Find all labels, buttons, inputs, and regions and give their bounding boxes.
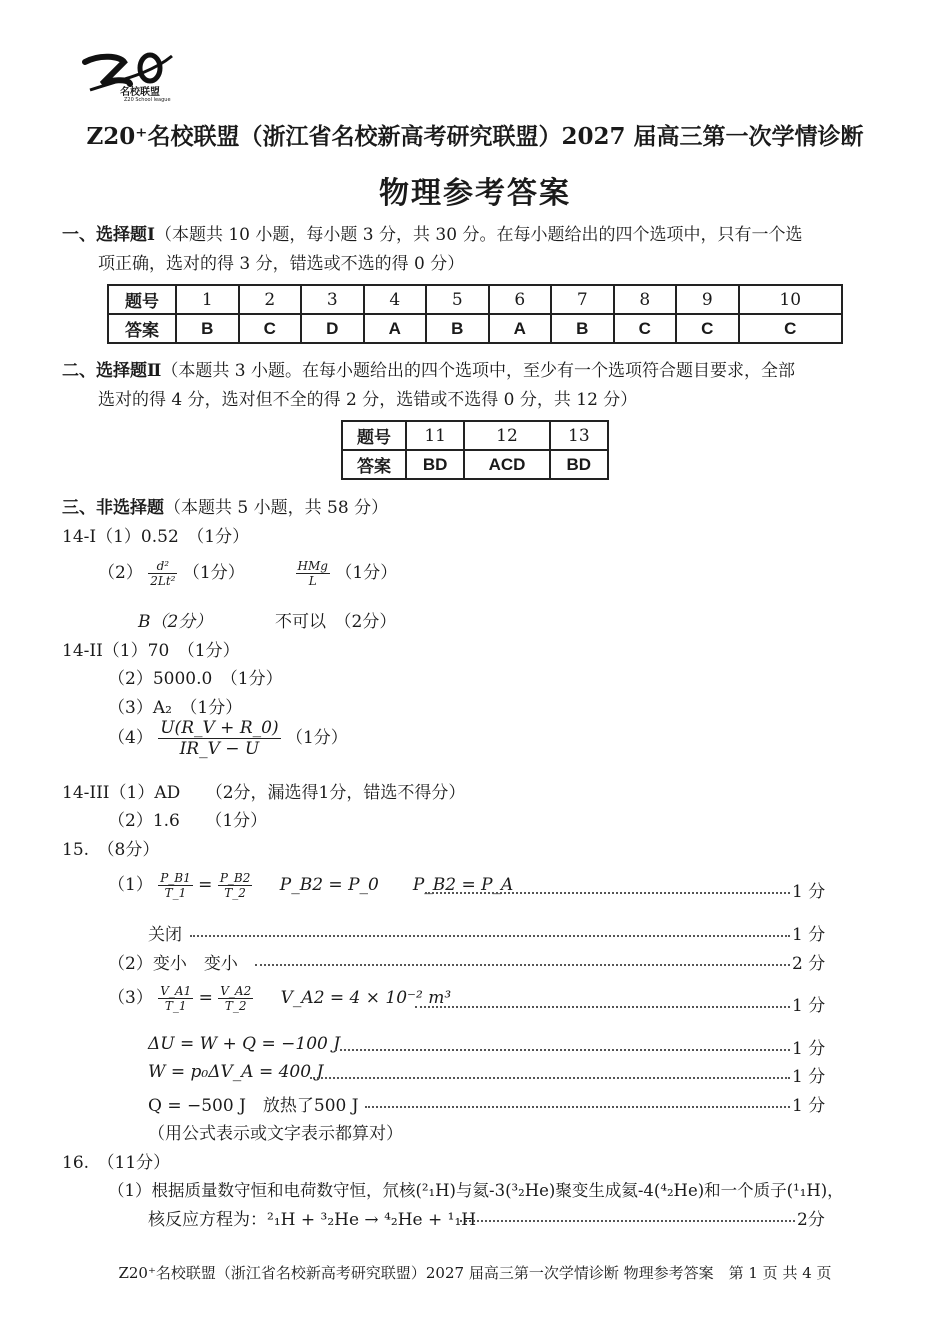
q14i-line-2 — [98, 558, 397, 588]
table-cell: 10 — [739, 285, 843, 314]
q14ii-line-4 — [108, 718, 348, 759]
leader-dots — [425, 892, 790, 894]
fraction-numerator: V_A1 — [160, 984, 192, 998]
table-cell: 4 — [364, 285, 427, 314]
q16-heading: 16. （11分） — [62, 1153, 171, 1173]
fraction-denominator: T_2 — [224, 886, 246, 900]
q15-score-7: 1 分 — [792, 1096, 826, 1116]
q15-fraction-b — [218, 871, 253, 900]
q15-fraction-c — [158, 984, 193, 1013]
q14iii-line-2: （2）1.6 （1分） — [108, 811, 268, 831]
table-cell: C — [676, 314, 739, 343]
table-row — [342, 421, 608, 450]
table-cell: 11 — [406, 421, 464, 450]
q15-row-3: （2）变小 变小 — [108, 954, 238, 974]
row-label: 题号 — [342, 421, 406, 450]
fraction-denominator: T_2 — [224, 999, 247, 1013]
q15-row-4: （3） $\frac{V\_A1}{T\_1}$ = $\frac{V\_A2}{T\_2}$ V_A2 = 4 × 10⁻² m³ — [108, 984, 452, 1013]
section-1-line-1 — [62, 220, 802, 245]
answer-table-1 — [107, 284, 843, 344]
q14ii-line-2: （2）5000.0 （1分） — [108, 669, 283, 689]
table-cell: ACD — [464, 450, 549, 479]
table-cell: B — [176, 314, 239, 343]
section-3-desc: （本题共 5 小题，共 58 分） — [164, 498, 389, 518]
table-cell: B — [551, 314, 614, 343]
q15-score-3: 2 分 — [792, 954, 826, 974]
q14ii-score: （1分） — [285, 728, 348, 748]
page-subtitle: 物理参考答案 — [379, 176, 571, 211]
q15-part-label-3: （3） — [108, 988, 153, 1008]
table-cell: 8 — [614, 285, 677, 314]
fraction-denominator: IR_V − U — [179, 739, 260, 759]
section-1-heading: 一、选择题Ⅰ — [62, 225, 155, 245]
q14iii-line-1: 14-III（1）AD （2分，漏选得1分，错选不得分） — [62, 783, 466, 803]
fraction-denominator: T_1 — [164, 886, 187, 900]
table-row — [342, 450, 608, 479]
logo-sub: Z20 School league — [124, 97, 171, 103]
table-cell: A — [489, 314, 552, 343]
table-cell: 7 — [551, 285, 614, 314]
answer-label: 答案 — [108, 314, 176, 343]
q14i-fraction-1 — [148, 559, 177, 588]
q15-fraction-d — [218, 984, 253, 1013]
table-cell: D — [301, 314, 364, 343]
leader-dots — [335, 1049, 790, 1051]
fraction-numerator: P_B2 — [219, 871, 251, 885]
table-cell: 2 — [239, 285, 302, 314]
q16-line-1: （1）根据质量数守恒和电荷数守恒，氘核(²₁H)与氦-3(³₂He)聚变生成氦-4(⁴₂He)和一个质子(¹₁H)， — [108, 1181, 844, 1200]
section-1-desc-2: 项正确，选对的得 3 分，错选或不选的得 0 分） — [98, 254, 465, 274]
q14i-fraction-2 — [296, 559, 330, 588]
q15-score-4: 1 分 — [792, 996, 826, 1016]
answer-label: 答案 — [342, 450, 406, 479]
table-row — [108, 314, 842, 343]
q15-score-2: 1 分 — [792, 925, 826, 945]
leader-dots — [460, 1220, 795, 1222]
table-cell: BD — [550, 450, 608, 479]
q15-row-2: 关闭 — [148, 925, 182, 945]
table-cell: A — [364, 314, 427, 343]
row-label: 题号 — [108, 285, 176, 314]
table-cell: 9 — [676, 285, 739, 314]
section-2-line-1 — [62, 356, 795, 381]
q14i-score-1: （1分） — [182, 563, 245, 583]
fraction-denominator: T_1 — [164, 999, 187, 1013]
leader-dots — [365, 1106, 790, 1108]
table-cell: 12 — [464, 421, 549, 450]
leader-dots — [310, 1077, 790, 1079]
q15-row-5: ΔU = W + Q = −100 J — [148, 1034, 341, 1054]
q14ii-line-1: 14-II（1）70 （1分） — [62, 641, 240, 661]
section-2-desc-1: （本题共 3 小题。在每小题给出的四个选项中，至少有一个选项符合题目要求，全部 — [161, 361, 795, 381]
q15-score-6: 1 分 — [792, 1067, 826, 1087]
q15-row-7: Q = −500 J 放热了500 J — [148, 1096, 359, 1116]
section-3-line — [62, 493, 388, 518]
table-cell: 6 — [489, 285, 552, 314]
q16-score: 2分 — [797, 1210, 825, 1230]
q14ii-part-label: （4） — [108, 728, 153, 748]
q15-row-1: （1） $\frac{P\_B1}{T\_1}$ = $\frac{P\_B2}{T\_2}$ P_B2 = P_0 P_B2 = P_A — [108, 871, 514, 900]
fraction-numerator: d² — [148, 559, 177, 574]
q15-part-label-1: （1） — [108, 875, 153, 895]
fraction-numerator: HMg — [297, 559, 328, 573]
table-cell: C — [739, 314, 843, 343]
q15-heading: 15. （8分） — [62, 840, 160, 860]
q14i-line-3b: 不可以 （2分） — [275, 612, 397, 632]
q15-fraction-a — [158, 871, 193, 900]
leader-dots — [190, 935, 790, 937]
logo-brand: 名校联盟 — [120, 87, 160, 98]
fraction-numerator: V_A2 — [220, 984, 252, 998]
q14i-line-3a: B（2分） — [138, 612, 213, 632]
page-title: Z20⁺名校联盟（浙江省名校新高考研究联盟）2027 届高三第一次学情诊断 — [86, 123, 864, 150]
section-2-heading: 二、选择题Ⅱ — [62, 361, 162, 381]
logo — [80, 50, 180, 108]
page-footer: Z20⁺名校联盟（浙江省名校新高考研究联盟）2027 届高三第一次学情诊断 物理参考答案 第 1 页 共 4 页 — [118, 1264, 832, 1282]
fraction-denominator: 2Lt² — [150, 574, 176, 588]
q14ii-fraction — [158, 718, 280, 759]
fraction-numerator: U(R_V + R_0) — [160, 718, 279, 738]
q15-score-5: 1 分 — [792, 1039, 826, 1059]
q16-line-2: 核反应方程为：²₁H + ³₂He → ⁴₂He + ¹₁H — [148, 1210, 477, 1230]
fraction-numerator: P_B1 — [160, 871, 191, 885]
q15-score-1: 1 分 — [792, 882, 826, 902]
q15-row-8: （用公式表示或文字表示都算对） — [148, 1124, 403, 1144]
table-cell: 5 — [426, 285, 489, 314]
section-2-desc-2: 选对的得 4 分，选对但不全的得 2 分，选错或不选得 0 分，共 12 分） — [98, 390, 638, 410]
table-cell: 13 — [550, 421, 608, 450]
answer-table-2 — [341, 420, 609, 480]
leader-dots — [415, 1006, 790, 1008]
q15-row-4-text: V_A2 = 4 × 10⁻² m³ — [280, 988, 452, 1008]
table-cell: 1 — [176, 285, 239, 314]
section-1-desc-1: （本题共 10 小题，每小题 3 分，共 30 分。在每小题给出的四个选项中，只有一个选 — [154, 225, 803, 245]
leader-dots — [255, 964, 790, 966]
table-row — [108, 285, 842, 314]
q14i-part-label: （2） — [98, 563, 143, 583]
table-cell: C — [614, 314, 677, 343]
q14ii-line-3: （3）A₂ （1分） — [108, 698, 243, 718]
table-cell: 3 — [301, 285, 364, 314]
table-cell: BD — [406, 450, 464, 479]
section-3-heading: 三、非选择题 — [62, 498, 164, 518]
table-cell: C — [239, 314, 302, 343]
fraction-denominator: L — [308, 574, 317, 588]
q15-row-6: W = p₀ΔV_A = 400 J — [148, 1062, 324, 1082]
q14i-line-1: 14-I（1）0.52 （1分） — [62, 527, 250, 547]
table-cell: B — [426, 314, 489, 343]
q15-row-1-text: P_B2 = P_0 P_B2 = P_A — [279, 875, 514, 895]
q14i-score-2: （1分） — [335, 563, 398, 583]
